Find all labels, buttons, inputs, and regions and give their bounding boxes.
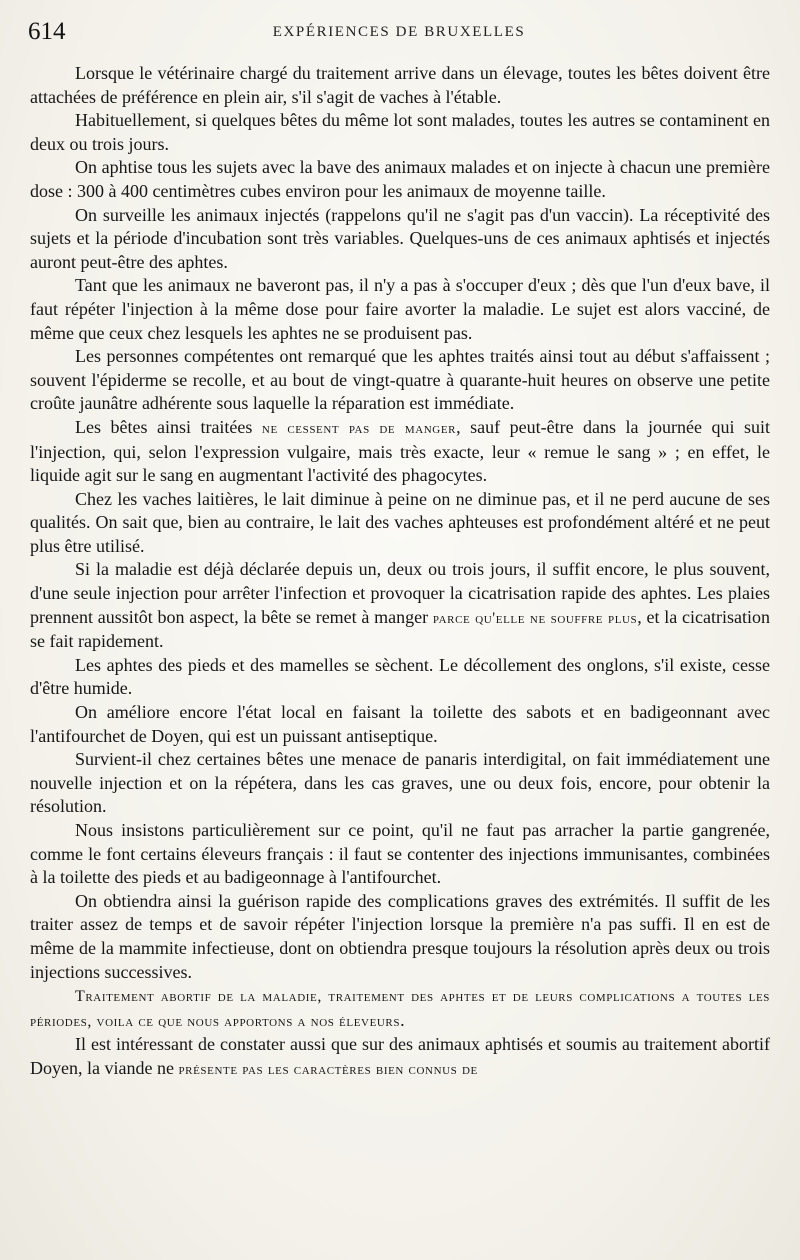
paragraph: Les personnes compétentes ont remarqué que les aphtes traités ainsi tout au début s'affaissent ; souvent l'épiderme se recolle, et au bout de vingt-quatre à quarante-huit heures on observe une petite croûte jaunâtre adhérente sous laquelle la réparation est immédiate. — [30, 346, 770, 414]
paragraph — [30, 984, 770, 1033]
small-caps-emphasis: Traitement abortif de la maladie, traitement des aphtes et de leurs complications a toutes les périodes, voila ce que nous apportons a nos éleveurs — [30, 988, 770, 1030]
paragraph: On surveille les animaux injectés (rappelons qu'il ne s'agit pas d'un vaccin). La réceptivité des sujets et la période d'incubation sont très variables. Quelques-uns de ces animaux aphtisés et injectés auront peut-être des aphtes. — [30, 204, 770, 272]
paragraph-text: . — [400, 1009, 405, 1030]
small-caps-emphasis: présente pas les caractères bien connus de — [178, 1060, 478, 1078]
paragraph: Tant que les animaux ne baveront pas, il n'y a pas à s'occuper d'eux ; dès que l'un d'eux bave, il faut répéter l'injection à la même dose pour faire avorter la maladie. Le sujet est alors vacciné, de même que ceux chez lesquels les aphtes ne se produisent pas. — [30, 275, 770, 343]
paragraph-text: , et la cicatrisation se fait rapidement. — [30, 606, 770, 652]
paragraph: Habituellement, si quelques bêtes du même lot sont malades, toutes les autres se contaminent en deux ou trois jours. — [30, 110, 770, 154]
paragraph-text: Si la maladie est déjà déclarée depuis un, deux ou trois jours, il suffit encore, le plus souvent, d'une seule injection pour arrêter l'infection et provoquer la cicatrisation rapide des aphtes. Les plaies prennent aussitôt bon aspect, la bête se remet à manger — [30, 559, 770, 627]
paragraph — [30, 558, 770, 653]
paragraph-text: , sauf peut-être dans la journée qui suit l'injection, qui, selon l'expression vulgaire, mais très exacte, leur « remue le sang » ; en effet, le liquide agit sur le sang en augmentant l'activité des phagocytes. — [30, 416, 770, 486]
paragraph: Chez les vaches laitières, le lait diminue à peine on ne diminue pas, et il ne perd aucune de ses qualités. On sait que, bien au contraire, le lait des vaches aphteuses est profondément altéré et ne peut plus être utilisé. — [30, 488, 770, 556]
running-head — [28, 18, 770, 50]
paragraph — [30, 1033, 770, 1081]
page-number: 614 — [28, 18, 66, 45]
small-caps-emphasis: ne cessent pas de manger — [261, 419, 457, 437]
paragraph: Survient-il chez certaines bêtes une menace de panaris interdigital, on fait immédiatement une nouvelle injection et on la répétera, dans les cas graves, une ou deux fois, encore, pour obtenir la résolution. — [30, 749, 770, 817]
paragraph-text: Il est intéressant de constater aussi que sur des animaux aphtisés et soumis au traitement abortif Doyen, la viande ne — [30, 1034, 770, 1078]
body-text — [30, 62, 770, 1082]
paragraph: Lorsque le vétérinaire chargé du traitement arrive dans un élevage, toutes les bêtes doivent être attachées de préférence en plein air, s'il s'agit de vaches à l'étable. — [30, 63, 770, 107]
small-caps-emphasis: parce qu'elle ne souffre plus — [432, 609, 638, 627]
paragraph: Nous insistons particulièrement sur ce point, qu'il ne faut pas arracher la partie gangrenée, comme le font certains éleveurs français : il faut se contenter des injections immunisantes, combinées à la toilette des pieds et au badigeonnage à l'antifourchet. — [30, 820, 770, 888]
paragraph — [30, 416, 770, 488]
paragraph-text: Les bêtes ainsi traitées — [75, 416, 262, 437]
paragraph: On aphtise tous les sujets avec la bave des animaux malades et on injecte à chacun une première dose : 300 à 400 centimètres cubes environ pour les animaux de moyenne taille. — [30, 157, 770, 201]
paragraph: Les aphtes des pieds et des mamelles se sèchent. Le décollement des onglons, s'il existe, cesse d'être humide. — [30, 654, 770, 699]
paragraph: On obtiendra ainsi la guérison rapide des complications graves des extrémités. Il suffit de les traiter assez de temps et de savoir répéter l'injection lorsque la première n'a pas suffi. Il en est de même de la mammite infectieuse, dont on obtiendra presque toujours la résolution après deux ou trois injections successives. — [30, 890, 770, 982]
paragraph: On améliore encore l'état local en faisant la toilette des sabots et en badigeonnant avec l'antifourchet de Doyen, qui est un puissant antiseptique. — [30, 702, 770, 746]
running-title: EXPÉRIENCES DE BRUXELLES — [272, 24, 526, 40]
